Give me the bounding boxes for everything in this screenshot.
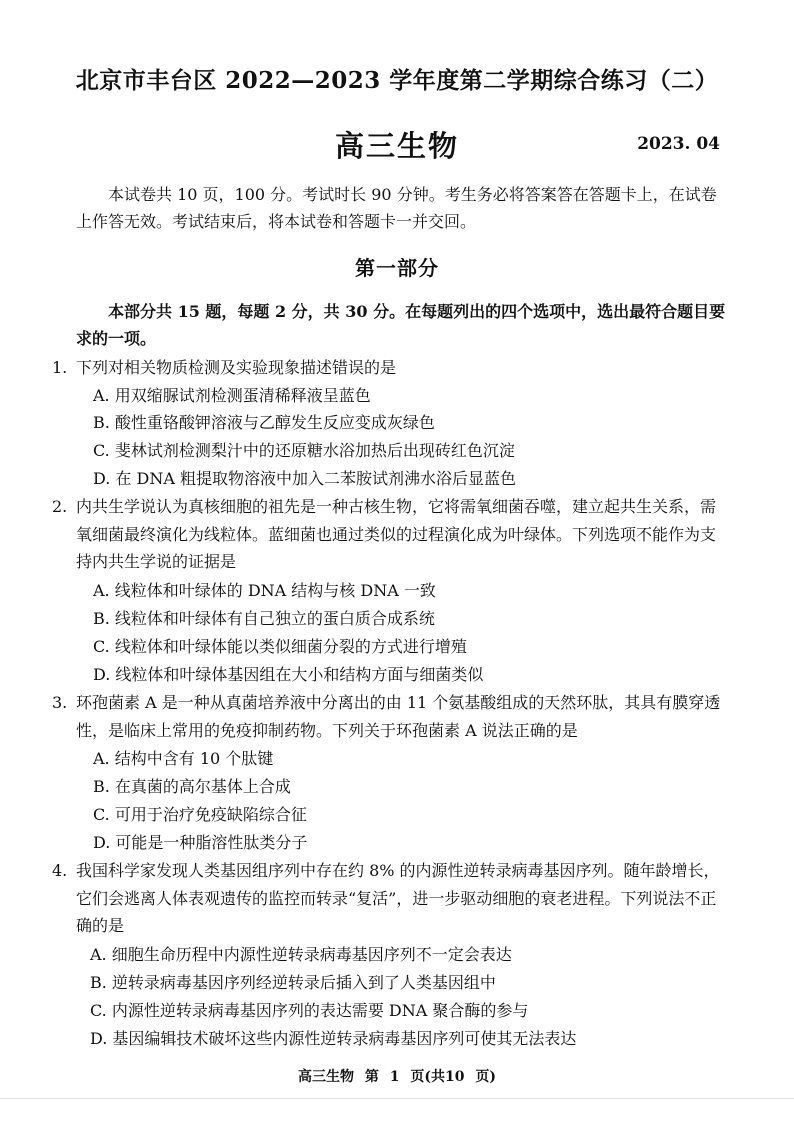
question-4-option-d: D. 基因编辑技术破坏这些内源性逆转录病毒基因序列可使其无法表达 [90, 1029, 577, 1048]
question-1-option-a: A. 用双缩脲试剂检测蛋清稀释液呈蓝色 [93, 386, 371, 405]
question-2-stem [52, 493, 721, 576]
question-text: 环孢菌素 A 是一种从真菌培养液中分离出的由 11 个氨基酸组成的天然环肽，其具有膜穿透性，是临床上常用的免疫抑制药物。下列关于环孢菌素 A 说法正确的是 [76, 693, 721, 740]
section-description: 本部分共 15 题，每题 2 分，共 30 分。在每题列出的四个选项中，选出最符合题目要求的一项。 [76, 302, 726, 348]
footer-subject: 高三生物 [298, 1069, 355, 1085]
question-3-option-a: A. 结构中含有 10 个肽键 [93, 749, 274, 768]
question-4-stem [52, 857, 721, 940]
question-2-option-b: B. 线粒体和叶绿体有自己独立的蛋白质合成系统 [93, 609, 435, 628]
question-3-option-b: B. 在真菌的高尔基体上合成 [93, 777, 291, 796]
question-4-option-c: C. 内源性逆转录病毒基因序列的表达需要 DNA 聚合酶的参与 [90, 1001, 529, 1020]
question-1-option-b: B. 酸性重铬酸钾溶液与乙醇发生反应变成灰绿色 [93, 413, 435, 432]
footer-divider [0, 1098, 794, 1099]
question-2-option-d: D. 线粒体和叶绿体基因组在大小和结构方面与细菌类似 [93, 665, 484, 684]
question-4-option-a: A. 细胞生命历程中内源性逆转录病毒基因序列不一定会表达 [90, 945, 512, 964]
exam-instructions: 本试卷共 10 页，100 分。考试时长 90 分钟。考生务必将答案答在答题卡上，在试卷上作答无效。考试结束后，将本试卷和答题卡一并交回。 [76, 185, 717, 231]
question-3-stem [52, 689, 721, 744]
question-4-option-b: B. 逆转录病毒基因序列经逆转录后插入到了人类基因组中 [90, 973, 496, 992]
question-text: 内共生学说认为真核细胞的祖先是一种古核生物，它将需氧细菌吞噬，建立起共生关系，需氧细菌最终演化为线粒体。蓝细菌也通过类似的过程演化成为叶绿体。下列选项不能作为支持内共生学说的证据是 [76, 497, 717, 571]
question-3-option-d: D. 可能是一种脂溶性肽类分子 [93, 833, 308, 852]
section-title: 第一部分 [355, 256, 439, 280]
question-3-option-c: C. 可用于治疗免疫缺陷综合征 [93, 805, 307, 824]
question-number: 2. [52, 497, 68, 516]
question-2-option-a: A. 线粒体和叶绿体的 DNA 结构与核 DNA 一致 [93, 581, 436, 600]
subject-row [0, 124, 794, 164]
question-1-stem [52, 354, 721, 382]
footer-page-info: 第 1 页(共10 页) [364, 1069, 496, 1085]
question-1-option-c: C. 斐林试剂检测梨汁中的还原糖水浴加热后出现砖红色沉淀 [93, 441, 515, 460]
question-number: 4. [52, 861, 68, 880]
question-2-option-c: C. 线粒体和叶绿体能以类似细菌分裂的方式进行增殖 [93, 637, 467, 656]
question-text: 下列对相关物质检测及实验现象描述错误的是 [76, 358, 397, 377]
subject-title: 高三生物 [334, 129, 459, 163]
page-footer [0, 1066, 794, 1086]
exam-title: 北京市丰台区 2022—2023 学年度第二学期综合练习（二） [75, 67, 719, 94]
question-number: 1. [52, 358, 68, 377]
exam-date: 2023. 04 [637, 134, 720, 154]
question-text: 我国科学家发现人类基因组序列中存在约 8% 的内源性逆转录病毒基因序列。随年龄增长，它们会逃离人体表观遗传的监控而转录“复活”，进一步驱动细胞的衰老进程。下列说法不正确的是 [76, 861, 720, 935]
question-1-option-d: D. 在 DNA 粗提取物溶液中加入二苯胺试剂沸水浴后显蓝色 [93, 469, 516, 488]
question-number: 3. [52, 693, 68, 712]
